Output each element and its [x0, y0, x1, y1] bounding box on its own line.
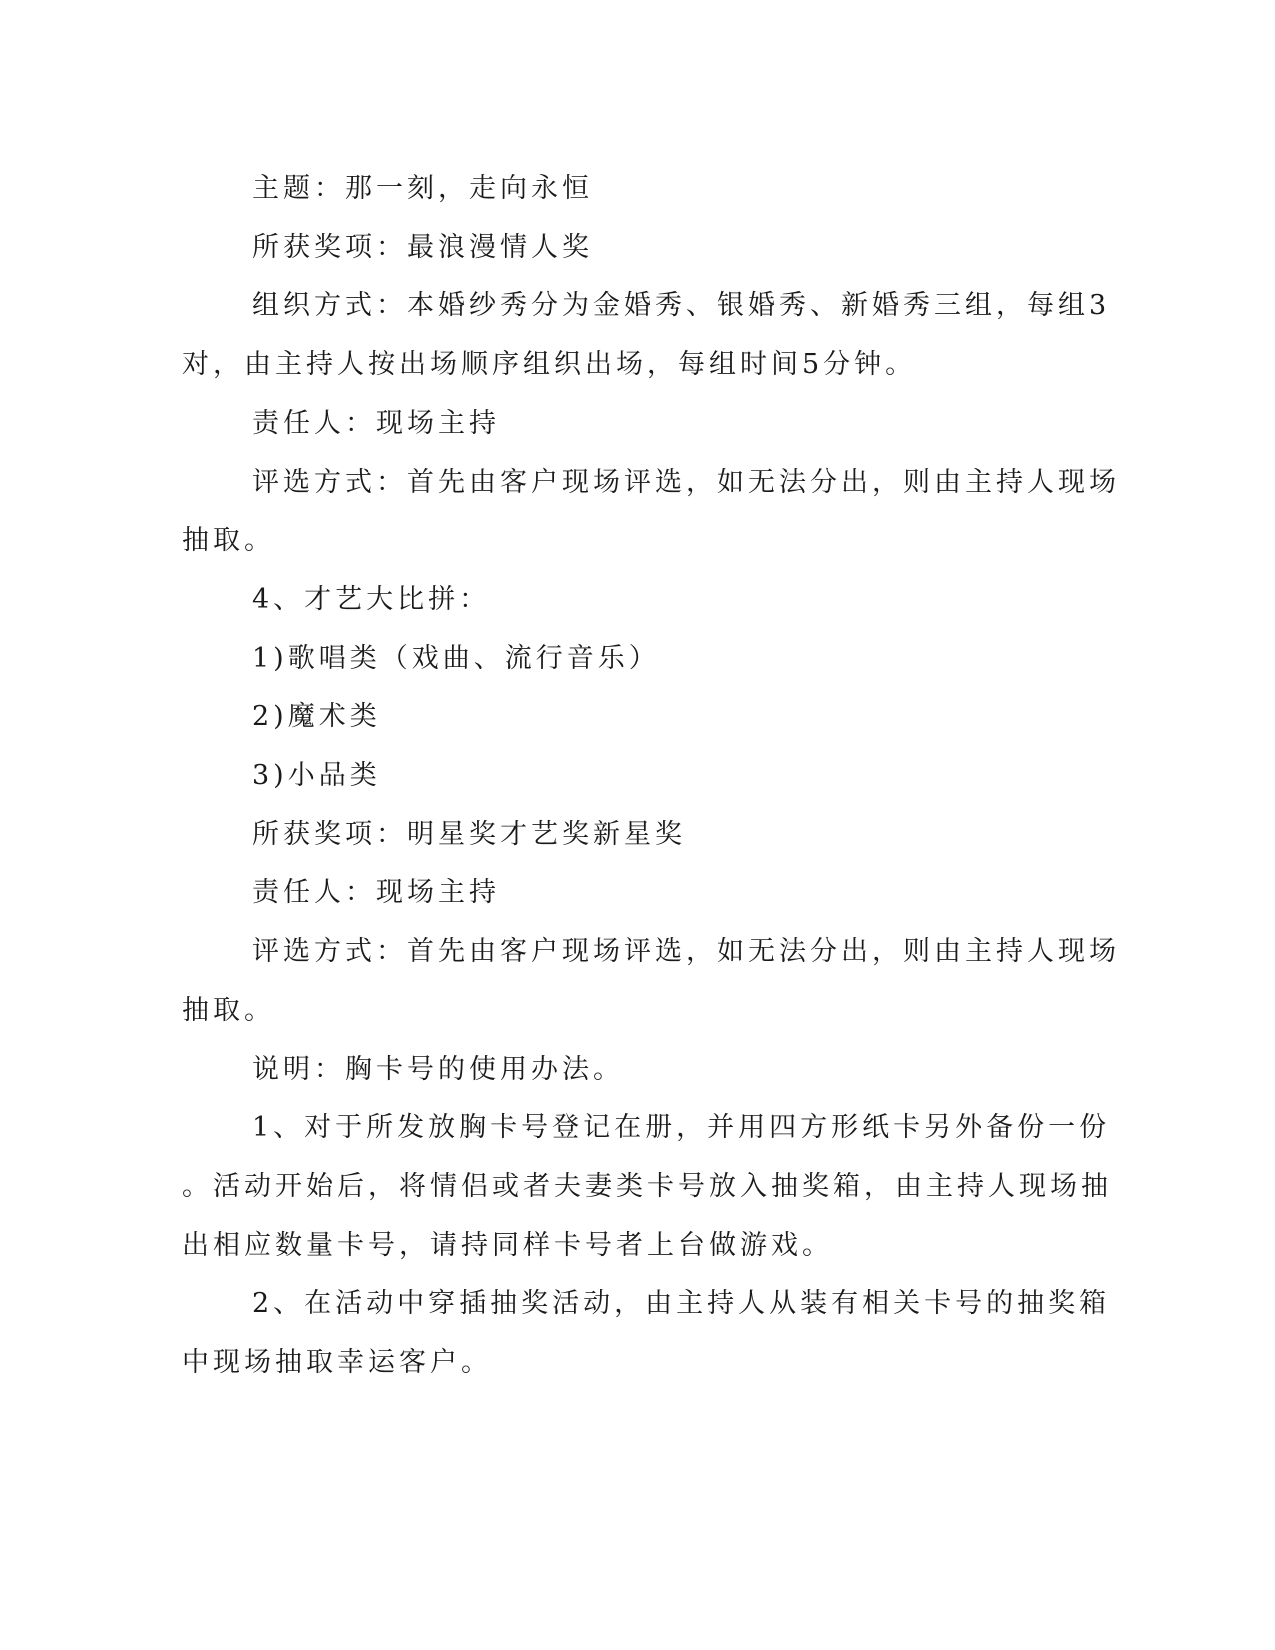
paragraph-responsible [182, 395, 1042, 454]
paragraph-note-2 [182, 1275, 1111, 1392]
section-heading-talent [182, 571, 1042, 630]
text-line: 抽取。 [182, 994, 275, 1026]
paragraph-organization [182, 277, 1111, 394]
paragraph-note-heading [182, 1041, 1042, 1100]
text-line: 说明：胸卡号的使用办法。 [252, 1053, 624, 1085]
document-body [182, 160, 1120, 1393]
text-line: 主题：那一刻，走向永恒 [252, 173, 593, 204]
text-line: 。活动开始后，将情侣或者夫妻类卡号放入抽奖箱，由主持人现场抽 [182, 1170, 1112, 1202]
paragraph-selection [182, 923, 1120, 1040]
paragraph-award [182, 806, 1042, 865]
text-line: 对，由主持人按出场顺序组织出场，每组时间5分钟。 [182, 349, 917, 381]
text-line: 2、在活动中穿插抽奖活动，由主持人从装有相关卡号的抽奖箱 [252, 1288, 1111, 1320]
text-line: 所获奖项：明星奖才艺奖新星奖 [252, 818, 686, 850]
text-line: 2)魔术类 [252, 701, 381, 733]
text-line: 3)小品类 [252, 760, 381, 792]
text-line: 评选方式：首先由客户现场评选，如无法分出，则由主持人现场 [252, 936, 1120, 968]
list-item-talent-singing [182, 630, 1042, 689]
paragraph-award [182, 219, 1042, 278]
text-line: 评选方式：首先由客户现场评选，如无法分出，则由主持人现场 [252, 466, 1120, 498]
paragraph-note-1 [182, 1099, 1112, 1275]
text-line: 4、才艺大比拼： [252, 583, 491, 615]
text-line: 组织方式：本婚纱秀分为金婚秀、银婚秀、新婚秀三组，每组3 [252, 290, 1111, 322]
text-line: 责任人：现场主持 [252, 877, 500, 909]
text-line: 出相应数量卡号，请持同样卡号者上台做游戏。 [182, 1229, 833, 1261]
text-line: 责任人：现场主持 [252, 407, 500, 439]
paragraph-theme [182, 160, 1042, 219]
text-line: 1、对于所发放胸卡号登记在册，并用四方形纸卡另外备份一份 [252, 1112, 1111, 1144]
list-item-talent-sketch [182, 747, 1042, 806]
text-line: 1)歌唱类（戏曲、流行音乐） [252, 642, 660, 674]
paragraph-selection [182, 454, 1120, 571]
paragraph-responsible [182, 864, 1042, 923]
text-line: 所获奖项：最浪漫情人奖 [252, 231, 593, 263]
text-line: 抽取。 [182, 525, 275, 557]
list-item-talent-magic [182, 688, 1042, 747]
text-line: 中现场抽取幸运客户。 [182, 1347, 492, 1379]
